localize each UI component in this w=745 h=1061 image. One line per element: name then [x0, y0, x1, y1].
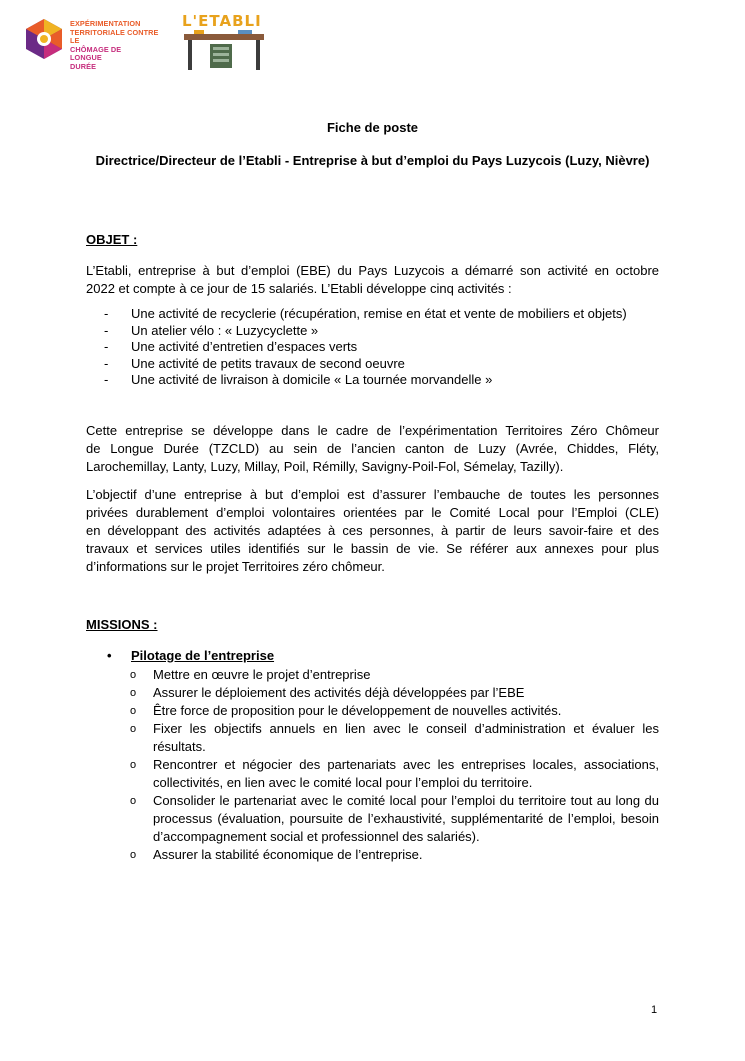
paragraph-line: privées durablement d’emploi volontaires orientées par le Comité Local pour l’Emploi (CLE) — [86, 505, 659, 520]
paragraph-line: d’informations sur le projet Territoires zéro chômeur. — [86, 559, 385, 574]
paragraph-line: de Longue Durée (TZCLD) au sein de l’ancien canton de Luzy (Avrée, Chiddes, Fléty, — [86, 441, 659, 456]
tzcld-logo-text: EXPÉRIMENTATION TERRITORIALE CONTRE LE CHÔMAGE DE LONGUE DURÉE — [70, 19, 159, 71]
workbench-icon — [182, 30, 267, 74]
objet-intro — [86, 262, 659, 298]
etabli-logo-text: L'ETABLI — [182, 12, 262, 30]
objet-intro-line: L’Etabli, entreprise à but d’emploi (EBE) du Pays Luzycois a démarré son activité en octobre — [86, 263, 659, 278]
page-number: 1 — [651, 1004, 658, 1016]
paragraph-line: travaux et services utiles identifiés sur le bassin de vie. Se référer aux annexes pour plus — [86, 541, 659, 556]
list-item: o Être force de proposition pour le développement de nouvelles activités. — [130, 703, 562, 718]
missions-list — [130, 666, 659, 864]
objet-intro-line: 2022 et compte à ce jour de 15 salariés. L’Etabli développe cinq activités : — [86, 281, 512, 296]
page-title: Fiche de poste — [326, 120, 419, 135]
list-item: o Assurer le déploiement des activités déjà développées par l’EBE — [130, 685, 525, 700]
section-heading-objet: OBJET : — [86, 232, 138, 247]
list-item: o Fixer les objectifs annuels en lien avec le conseil d’administration et évaluer les résultats. — [130, 721, 659, 754]
hexagon-logo-icon — [22, 17, 66, 61]
section-heading-missions: MISSIONS : — [86, 617, 158, 632]
list-item: o Assurer la stabilité économique de l’entreprise. — [130, 847, 423, 862]
list-item: - Une activité de recyclerie (récupération, remise en état et vente de mobiliers et objets) — [104, 306, 627, 321]
activities-list — [86, 306, 659, 389]
paragraph-line: en développant des activités adaptées à ces personnes, à partir de leurs savoir-faire et des — [86, 523, 659, 538]
paragraph-line: Larochemillay, Lanty, Luzy, Millay, Poil, Rémilly, Savigny-Poil-Fol, Sémelay, Tazilly). — [86, 459, 564, 474]
list-item: - Une activité d’entretien d’espaces verts — [104, 339, 358, 354]
objet-paragraph-objectif — [86, 486, 659, 576]
paragraph-line: Cette entreprise se développe dans le cadre de l’expérimentation Territoires Zéro Chômeur — [86, 423, 659, 438]
list-item: o Rencontrer et négocier des partenariats avec les entreprises locales, associations, collectivités, en lien avec le comité local pour l’emploi du territoire. — [130, 757, 659, 790]
tzcld-logo — [22, 15, 162, 75]
list-item: - Un atelier vélo : « Luzycyclette » — [104, 322, 319, 338]
objet-paragraph-tzcld — [86, 422, 659, 476]
list-item: - Une activité de petits travaux de second oeuvre — [104, 355, 405, 371]
list-item: - Une activité de livraison à domicile « La tournée morvandelle » — [104, 372, 493, 387]
page-subtitle: Directrice/Directeur de l’Etabli - Entreprise à but d’emploi du Pays Luzycois (Luzy, Nièvre) — [95, 153, 650, 168]
list-item: o Consolider le partenariat avec le comité local pour l’emploi du territoire tout au long du processus (évaluation, poursuite de l’exhaustivité, supplémentarité de l’emploi, besoin d’accompagnement social et professionnel des salariés). — [130, 793, 659, 844]
bullet-icon: • — [107, 648, 112, 663]
mission-group-title: Pilotage de l’entreprise — [131, 648, 275, 663]
list-item: o Mettre en œuvre le projet d’entreprise — [130, 667, 371, 682]
paragraph-line: L’objectif d’une entreprise à but d’emploi est d’assurer l’embauche de toutes les personnes — [86, 487, 659, 502]
etabli-logo — [182, 12, 267, 74]
